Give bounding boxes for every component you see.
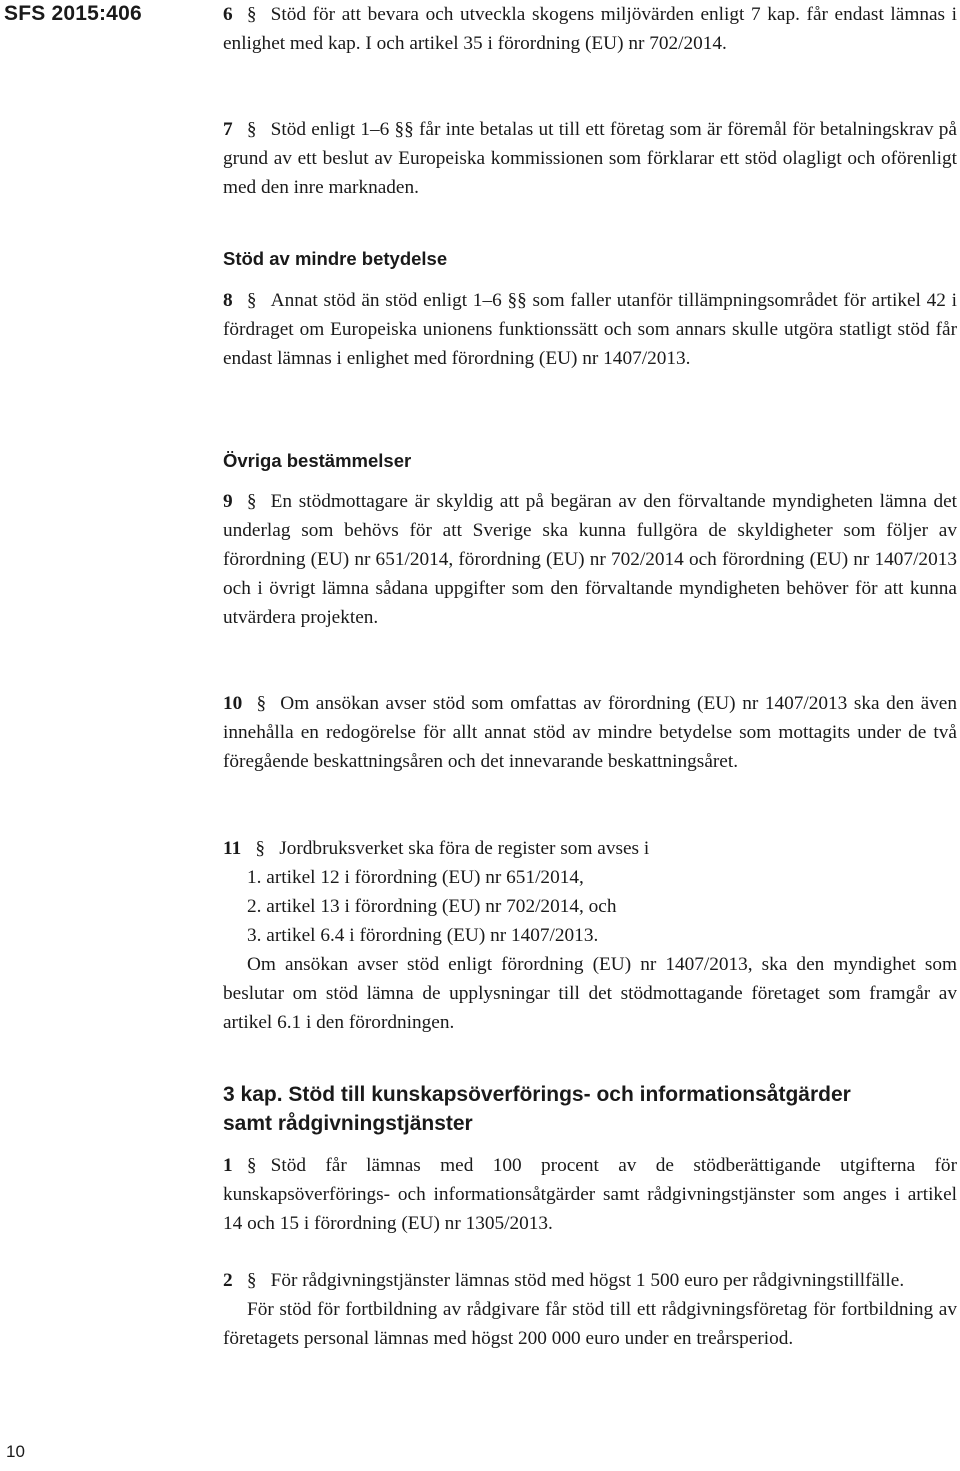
section-11 [223, 834, 957, 1037]
sfs-number: SFS 2015:406 [4, 2, 142, 25]
section-text: Stöd för att bevara och utveckla skogens miljövärden enligt 7 kap. får endast lämnas i enlighet med kap. I och artikel 35 i förordning (EU) nr 702/2014. [223, 4, 957, 54]
section-number: 2 [223, 1270, 233, 1291]
paragraph-sign: § [256, 693, 267, 714]
section-2-second-paragraph: För stöd för fortbildning av rådgivare får stöd till ett rådgivningsföretag för fortbildning av företagets personal lämnas med högst 200 000 euro under en treårsperiod. [223, 1299, 957, 1349]
section-11-second-paragraph: Om ansökan avser stöd enligt förordning (EU) nr 1407/2013, ska den myndighet som beslutar om stöd lämna de upplysningar till det stödmottagande företaget som framgår av artikel 6.1 i den förordningen. [223, 954, 957, 1033]
register-list [223, 863, 957, 950]
section-text: För rådgivningstjänster lämnas stöd med högst 1 500 euro per rådgivningstillfälle. [270, 1270, 905, 1291]
section-number: 1 [223, 1155, 233, 1176]
paragraph-sign: § [246, 1155, 257, 1176]
paragraph-sign: § [246, 1270, 257, 1291]
paragraph-sign: § [246, 119, 257, 140]
paragraph-sign: § [255, 838, 266, 859]
list-item: 1. artikel 12 i förordning (EU) nr 651/2014, [247, 867, 584, 888]
section-number: 11 [223, 838, 242, 859]
page-number: 10 [6, 1442, 25, 1461]
section-11-intro [223, 834, 957, 863]
section-text: Om ansökan avser stöd som omfattas av förordning (EU) nr 1407/2013 ska den även innehålla en redogörelse för allt annat stöd av mindre betydelse som mottagits under de två föregående beskattningsåren och det innevarande beskattningsåret. [223, 693, 957, 772]
paragraph-sign: § [246, 290, 257, 311]
chapter-3-heading [223, 1080, 957, 1138]
section-number: 7 [223, 119, 233, 140]
section-number: 10 [223, 693, 243, 714]
list-item: 2. artikel 13 i förordning (EU) nr 702/2014, och [247, 896, 617, 917]
paragraph-sign: § [246, 4, 257, 25]
chapter-title: Stöd till kunskapsöverförings- och informationsåtgärder [288, 1083, 851, 1106]
section-text: Stöd får lämnas med 100 procent av de stödberättigande utgifterna för kunskapsöverförings- och informationsåtgärder samt rådgivningstjänster som anges i artikel 14 och 15 i förordning (EU) nr 1305/2013. [223, 1155, 957, 1234]
section-7 [223, 115, 957, 202]
section-text: Stöd enligt 1–6 §§ får inte betalas ut till ett företag som är föremål för betalningskrav på grund av ett beslut av Europeiska kommissionen som förklarar ett stöd olagligt och oförenligt med den inre marknaden. [223, 119, 957, 198]
chapter-3-section-2 [223, 1266, 957, 1353]
section-number: 9 [223, 491, 233, 512]
heading-other-provisions: Övriga bestämmelser [223, 450, 412, 471]
chapter-title-line-2: samt rådgivningstjänster [223, 1112, 473, 1135]
section-text: En stödmottagare är skyldig att på begäran av den förvaltande myndigheten lämna det underlag som behövs för att Sverige ska kunna fullgöra de skyldigheter som följer av förordning (EU) nr 651/2014, förordning (EU) nr 702/2014 och förordning (EU) nr 1407/2013 och i övrigt lämna sådana uppgifter som den förvaltande myndigheten behöver för att kunna utvärdera projekten. [223, 491, 957, 628]
section-9 [223, 487, 957, 632]
section-number: 6 [223, 4, 233, 25]
paragraph-sign: § [246, 491, 257, 512]
chapter-title-line-1 [223, 1080, 957, 1109]
list-item: 3. artikel 6.4 i förordning (EU) nr 1407/2013. [247, 925, 599, 946]
section-2-first-paragraph [223, 1266, 957, 1295]
chapter-number: 3 kap. [223, 1083, 283, 1106]
section-6 [223, 0, 957, 58]
heading-minor-aid: Stöd av mindre betydelse [223, 248, 448, 269]
chapter-3-section-1 [223, 1151, 957, 1238]
section-8 [223, 286, 957, 373]
section-10 [223, 689, 957, 776]
section-text: Annat stöd än stöd enligt 1–6 §§ som faller utanför tillämpningsområdet för artikel 42 i fördraget om Europeiska unionens funktionssätt och som annars skulle utgöra statligt stöd får endast lämnas i enlighet med förordning (EU) nr 1407/2013. [223, 290, 957, 369]
section-text: Jordbruksverket ska föra de register som avses i [279, 838, 650, 859]
section-number: 8 [223, 290, 233, 311]
